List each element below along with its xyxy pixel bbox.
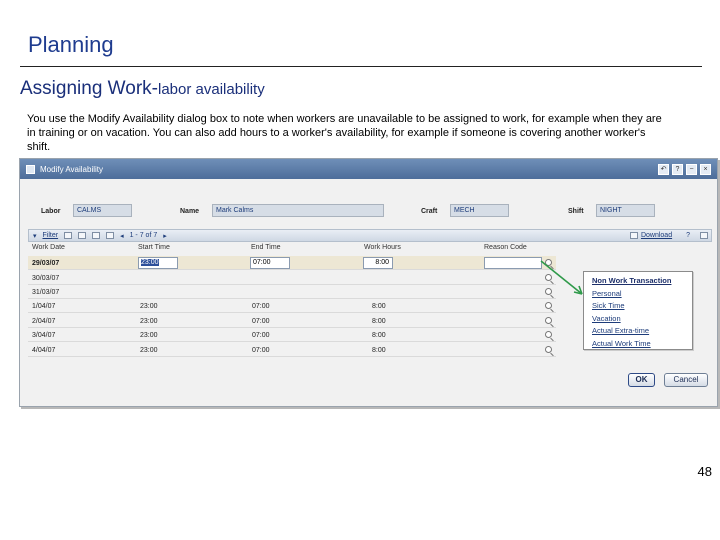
dialog-titlebar [20,159,717,179]
page-number: 48 [697,464,712,479]
filter-link[interactable]: Filter [42,232,59,239]
minimize-icon[interactable]: − [686,164,697,175]
cell-work-date: 29/03/07 [32,260,60,267]
reason-option[interactable]: Actual Extra-time [592,326,650,335]
col-start-time: Start Time [138,244,170,251]
cell-work-hours: 8:00 [372,347,386,354]
cell-work-date: 3/04/07 [32,332,56,339]
subtitle-main: Assigning Work- [20,78,158,99]
work-hours-input[interactable]: 8:00 [363,257,393,269]
col-end-time: End Time [251,244,281,251]
shift-field[interactable]: NIGHT [596,204,655,217]
grid-help-icon[interactable]: ? [686,232,690,239]
undo-icon[interactable]: ↶ [658,164,669,175]
cancel-button[interactable]: Cancel [664,373,708,387]
table-row[interactable] [28,256,556,270]
reason-code-input[interactable] [484,257,542,269]
start-time-input[interactable]: 23:00 [138,257,178,269]
select-icon[interactable] [106,232,114,239]
dialog-window-icon [26,165,35,174]
shift-label: Shift [568,208,584,215]
reason-option[interactable]: Actual Work Time [592,339,651,348]
cell-work-date: 4/04/07 [32,347,56,354]
cell-start-time: 23:00 [140,318,158,325]
table-row[interactable] [28,271,556,285]
cell-work-date: 30/03/07 [32,275,60,282]
cell-start-time: 23:00 [140,347,158,354]
help-icon[interactable]: ? [672,164,683,175]
find-icon[interactable] [64,232,72,239]
cell-end-time: 07:00 [252,303,270,310]
cell-end-time: 07:00 [252,318,270,325]
refresh-icon[interactable] [92,232,100,239]
cell-work-hours: 8:00 [372,303,386,310]
callout-arrow [538,258,588,300]
name-label: Name [180,208,200,215]
col-work-date: Work Date [32,244,65,251]
reason-lookup-icon[interactable] [545,346,552,353]
dialog-title: Modify Availability [40,164,103,174]
clear-filter-icon[interactable] [78,232,86,239]
col-reason-code: Reason Code [484,244,527,251]
download-link[interactable]: Download [640,232,673,239]
cell-work-date: 31/03/07 [32,289,60,296]
subtitle-small: labor availability [157,81,265,98]
title-divider [20,66,702,67]
reason-option[interactable]: Sick Time [592,301,625,310]
name-field[interactable]: Mark Calms [212,204,384,217]
cell-work-hours: 8:00 [372,332,386,339]
cell-work-hours: 8:00 [372,318,386,325]
grid-toolbar [28,229,712,242]
reason-code-popup [583,271,693,350]
slide-description: You use the Modify Availability dialog box to note when workers are unavailable to be assigned to work, for example when they are in training or on vacation. You can also add hours to a worker's availability, for example if someone is covering another worker's shift. [27,113,662,153]
slide-subtitle [20,78,265,100]
cell-start-time: 23:00 [140,303,158,310]
labor-label: Labor [41,208,61,215]
download-icon[interactable] [630,232,638,239]
end-time-input[interactable]: 07:00 [250,257,290,269]
table-row[interactable] [28,343,556,357]
next-page-icon[interactable]: ▸ [163,232,167,240]
reason-option[interactable]: Personal [592,289,622,298]
cell-work-date: 1/04/07 [32,303,56,310]
table-row[interactable] [28,299,556,313]
craft-label: Craft [421,208,438,215]
reason-lookup-icon[interactable] [545,331,552,338]
cell-end-time: 07:00 [252,347,270,354]
reason-lookup-icon[interactable] [545,302,552,309]
cell-end-time: 07:00 [252,332,270,339]
pager-text: 1 - 7 of 7 [129,232,158,239]
reason-option[interactable]: Non Work Transaction [592,276,672,285]
cell-start-time: 23:00 [140,332,158,339]
ok-button[interactable]: OK [628,373,655,387]
labor-field[interactable]: CALMS [73,204,132,217]
close-icon[interactable]: × [700,164,711,175]
filter-toggle-icon[interactable]: ▾ [33,232,37,240]
cell-work-date: 2/04/07 [32,318,56,325]
slide-title: Planning [28,32,114,57]
grid-minimize-icon[interactable] [700,232,708,239]
previous-page-icon[interactable]: ◂ [120,232,124,240]
reason-lookup-icon[interactable] [545,317,552,324]
table-row[interactable] [28,314,556,328]
reason-option[interactable]: Vacation [592,314,621,323]
col-work-hours: Work Hours [364,244,401,251]
craft-field[interactable]: MECH [450,204,509,217]
table-row[interactable] [28,328,556,342]
table-row[interactable] [28,285,556,299]
